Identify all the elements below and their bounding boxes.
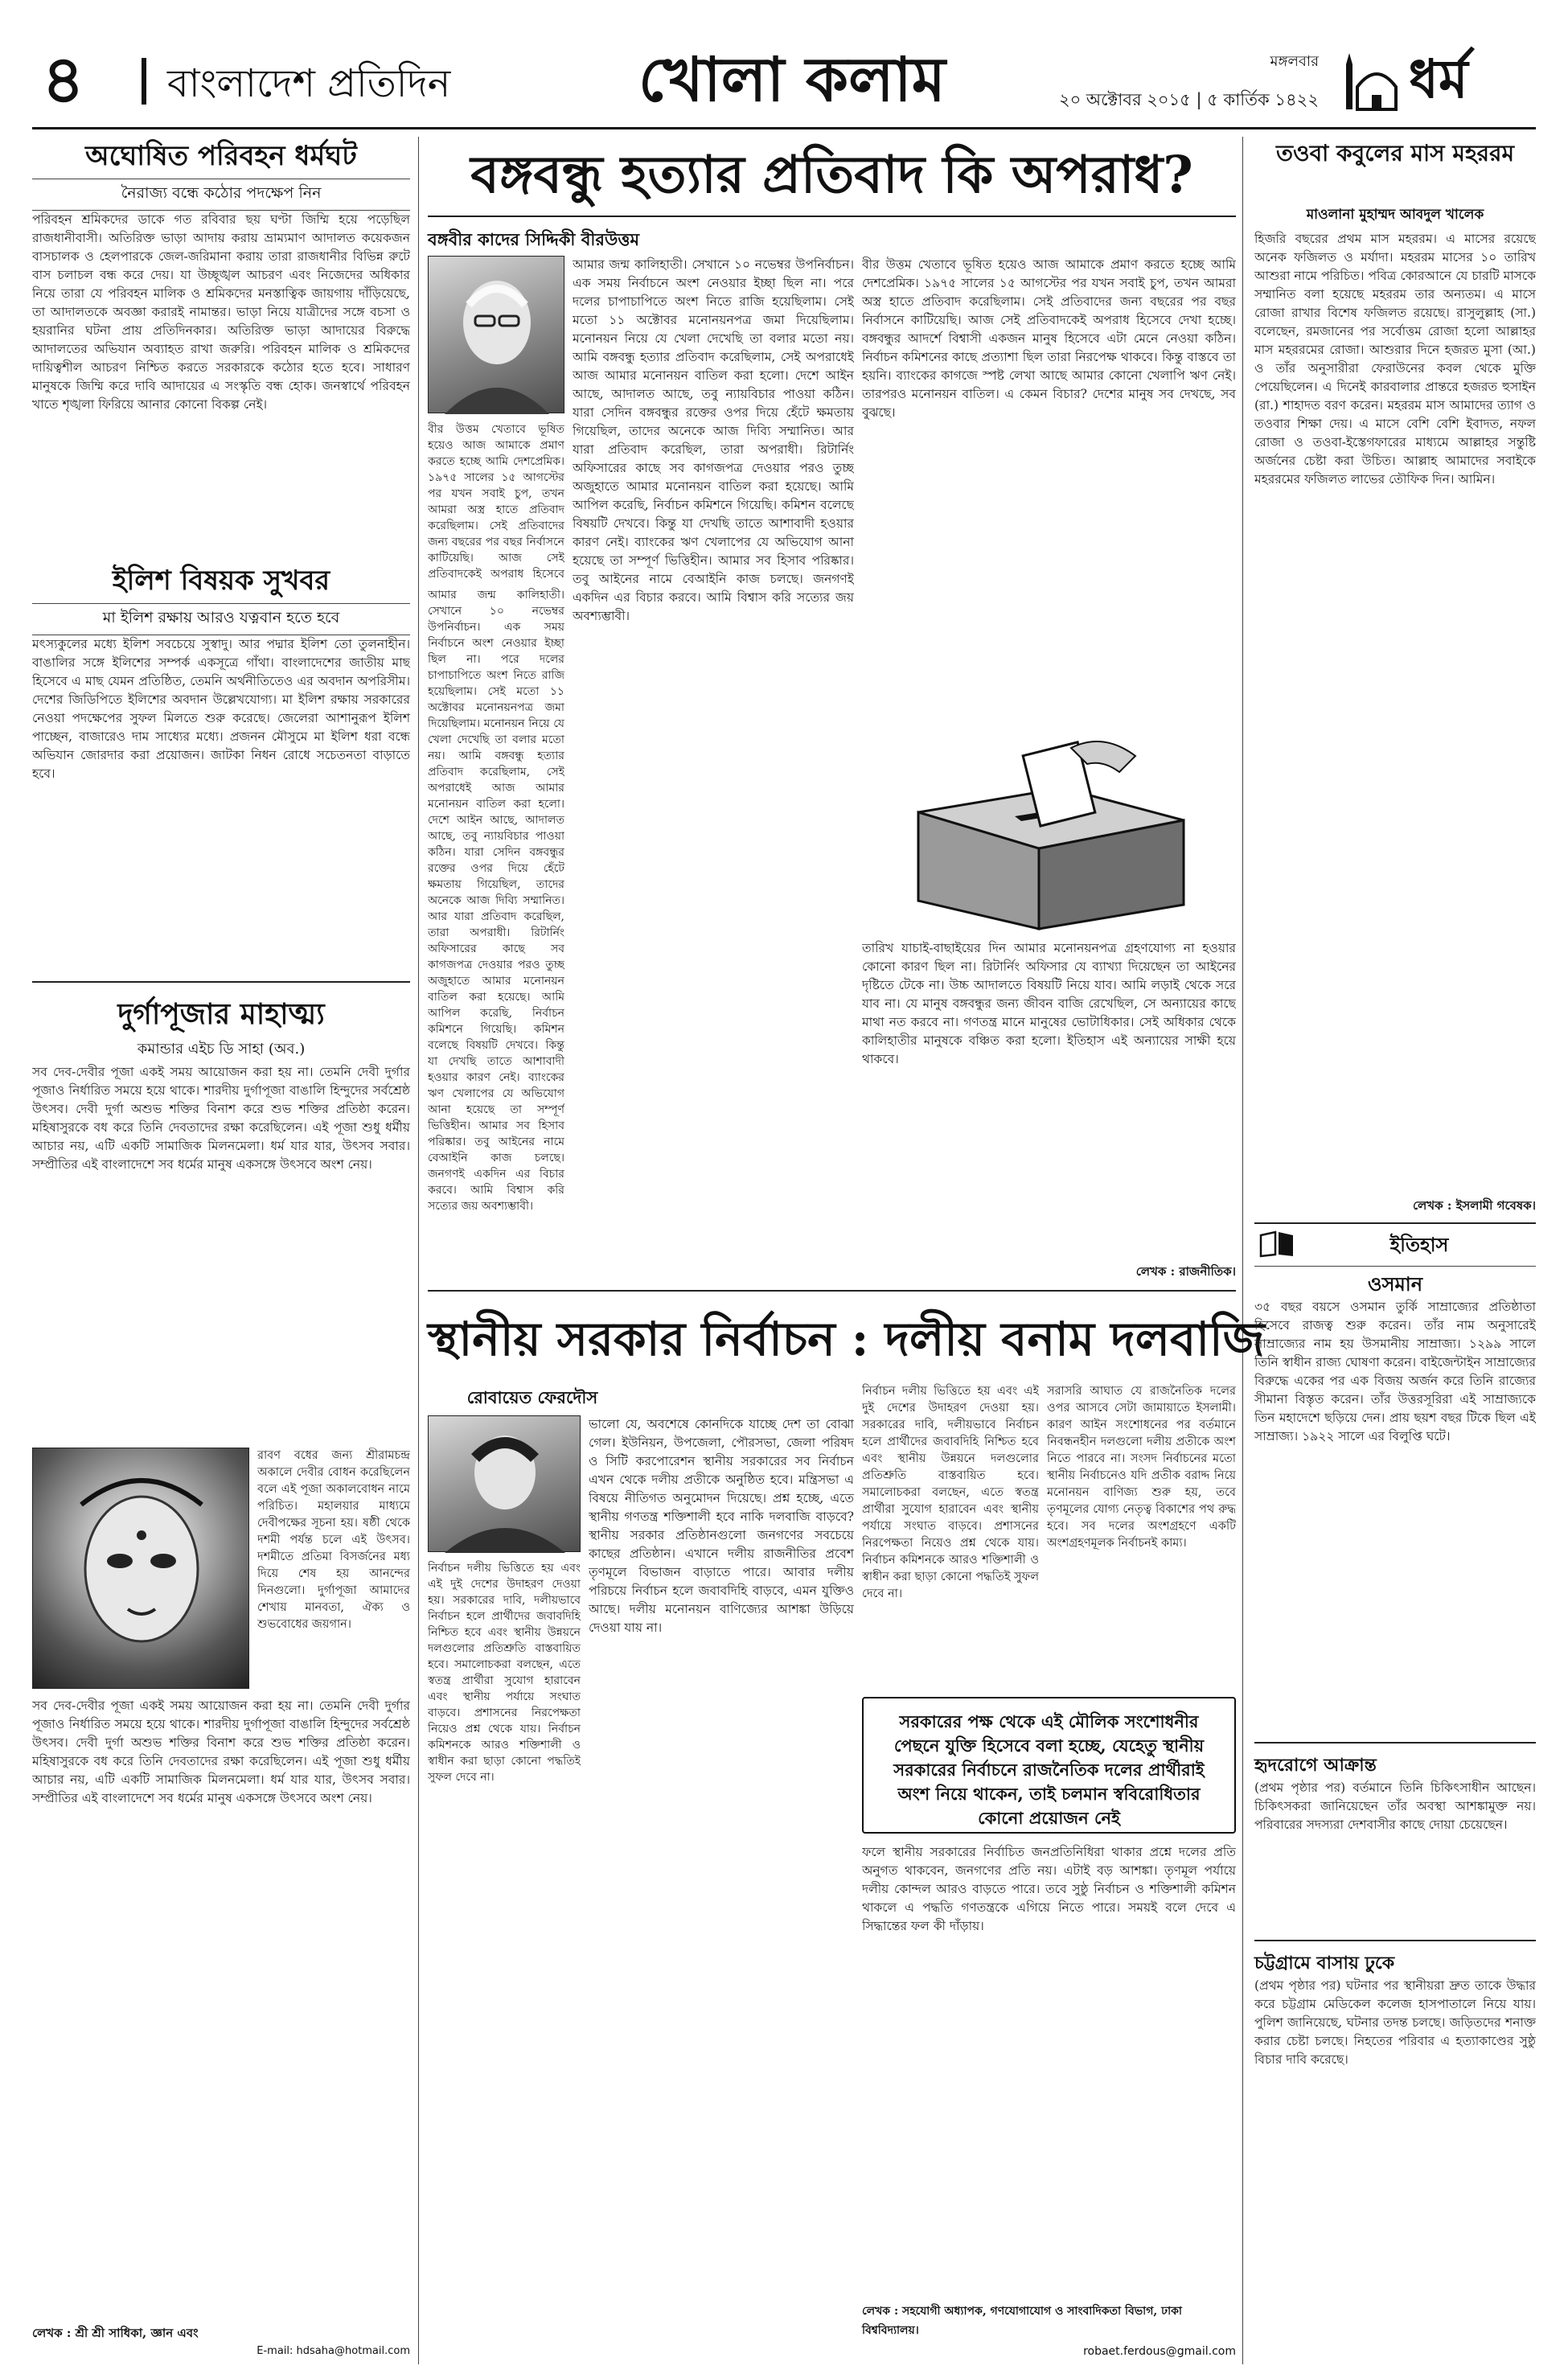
a5-title: স্থানীয় সরকার নির্বাচন : দলীয় বনাম দলবাজি (428, 1312, 1265, 1366)
section-title: খোলা কলাম (638, 43, 946, 115)
a2-subtitle: মা ইলিশ রক্ষায় আরও যত্নবান হতে হবে (32, 603, 410, 635)
a8-body: (প্রথম পৃষ্ঠার পর) বর্তমানে তিনি চিকিৎসাধীন আছেন। চিকিৎসকরা জানিয়েছেন তাঁর অবস্থা আশঙ্কামুক্ত নয়। পরিবারের সদস্যরা দেশবাসীর কাছে দোয়া চেয়েছেন। (1254, 1780, 1536, 1832)
right-section-rule-2 (1254, 1742, 1536, 1744)
a7-title: ওসমান (1254, 1266, 1536, 1302)
a5-body-col4: ফলে স্থানীয় সরকারের নির্বাচিত জনপ্রতিনিধিরা থাকার প্রশ্নে দলের প্রতি অনুগত থাকবেন, জনগণের প্রতি নয়। এটাই বড় আশঙ্কা। তৃণমূল পর্যায়ে দলীয় কোন্দল আরও বাড়তে পারে। তবে সুষ্ঠু নির্বাচন ও শক্তিশালী কমিশন থাকলে এ পদ্ধতি গণতন্ত্রকে এগিয়ে নিতে পারে। সময়ই বলে দেবে এ সিদ্ধান্তের ফল কী দাঁড়ায়। (862, 1845, 1236, 1933)
a3-body: সব দেব-দেবীর পূজা একই সময় আয়োজন করা হয় না। তেমনি দেবী দুর্গার পূজাও নির্ধারিত সময়ে হয়ে থাকে। শারদীয় দুর্গাপূজা বাঙালি হিন্দুদের সর্বশ্রেষ্ঠ উৎসব। দেবী দুর্গা অশুভ শক্তির বিনাশ করে শুভ শক্তির প্রতিষ্ঠা করেন। মহিষাসুরকে বধ করে তিনি দেবতাদের রক্ষা করেছিলেন। এই পূজা শুধু ধর্মীয় আচার নয়, এটি একটি সামাজিক মিলনমেলা। ধর্ম যার যার, উৎসব সবার। সম্প্রীতির এই বাংলাদেশে সব ধর্মের মানুষ একসঙ্গে উৎসবে অংশ নেয়। (32, 1065, 410, 1172)
a4-body-col3: তারিখ যাচাই-বাছাইয়ের দিন আমার মনোনয়নপত্র গ্রহণযোগ্য না হওয়ার কোনো কারণ ছিল না। রিটার্নিং অফিসার যে ব্যাখ্যা দিয়েছেন তা আইনের দৃষ্টিতে টেকে না। উচ্চ আদালতে বিষয়টি নিয়ে যাব। আমি লড়াই থেকে সরে যাব না। যে মানুষ বঙ্গবন্ধুর জন্য জীবন বাজি রেখেছিল, সে অন্যায়ের কাছে মাথা নত করবে না। গণতন্ত্র মানে মানুষের ভোটাধিকার। সেই অধিকার থেকে কালিহাতীর মানুষকে বঞ্চিত করা হলো। ইতিহাস এই অন্যায়ের সাক্ষী হয়ে থাকবে। (862, 941, 1236, 1066)
a4-body-col1: আমার জন্ম কালিহাতী। সেখানে ১০ নভেম্বর উপনির্বাচন। এক সময় নির্বাচনে অংশ নেওয়ার ইচ্ছা ছিল না। পরে দলের চাপাচাপিতে অংশ নিতে রাজি হয়েছিলাম। সেই মতো ১১ অক্টোবর মনোনয়নপত্র জমা দিয়েছিলাম। মনোনয়ন নিয়ে যে খেলা দেখেছি তা বলার মতো নয়। আমি বঙ্গবন্ধু হত্যার প্রতিবাদ করেছিলাম, সেই অপরাধেই আজ আমার মনোনয়ন বাতিল করা হলো। দেশে আইন আছে, আদালত আছে, তবু ন্যায়বিচার পাওয়া কঠিন। যারা সেদিন বঙ্গবন্ধুর রক্তের ওপর দিয়ে হেঁটে ক্ষমতায় গিয়েছিল, তাদের অনেকে আজ দিব্যি সম্মানিত। আর যারা প্রতিবাদ করেছিল, তারা অপরাধী। রিটার্নিং অফিসারের কাছে সব কাগজপত্র দেওয়ার পরও তুচ্ছ অজুহাতে আমার মনোনয়ন বাতিল করা হয়েছে। আমি আপিল করেছি, নির্বাচন কমিশনে গিয়েছি। কমিশন বলেছে বিষয়টি দেখবে। কিন্তু যা দেখছি তাতে আশাবাদী হওয়ার কারণ নেই। ব্যাংকের ঋণ খেলাপের যে অভিযোগ আনা হয়েছে তা সম্পূর্ণ ভিত্তিহীন। আমার সব হিসাব পরিষ্কার। তবু আইনের নামে বেআইনি কাজ চলছে। জনগণই একদিন এর বিচার করবে। আমি বিশ্বাস করি সত্যের জয় অবশ্যম্ভাবী। (573, 257, 854, 623)
issue-date: ২০ অক্টোবর ২০১৫ | ৫ কার্তিক ১৪২২ (1058, 90, 1319, 109)
a4-body-col1-lower: বীর উত্তম খেতাবে ভূষিত হয়েও আজ আমাকে প্রমাণ করতে হচ্ছে আমি দেশপ্রেমিক। ১৯৭৫ সালের ১৫ আগস্টের পর যখন সবাই চুপ, তখন আমরা অস্ত্র হাতে প্রতিবাদ করেছিলাম। সেই প্রতিবাদের জন্য বছরের পর বছর নির্বাসনে কাটিয়েছি। আজ সেই প্রতিবাদকেই অপরাধ হিসেবে (428, 423, 564, 581)
a5-body-col2: নির্বাচন দলীয় ভিত্তিতে হয় এবং এই দুই দেশের উদাহরণ দেওয়া হয়। সরকারের দাবি, দলীয়ভাবে নির্বাচন হলে প্রার্থীদের জবাবদিহি নিশ্চিত হবে এবং স্থানীয় উন্নয়নে দলগুলোর প্রতিশ্রুতি বাস্তবায়িত হবে। সমালোচকরা বলছেন, এতে স্বতন্ত্র প্রার্থীরা সুযোগ হারাবেন এবং স্থানীয় পর্যায়ে সংঘাত বাড়বে। প্রশাসনের নিরপেক্ষতা নিয়েও প্রশ্ন থেকে যায়। নির্বাচন কমিশনকে আরও শক্তিশালী ও স্বাধীন করা ছাড়া কোনো পদ্ধতিই সুফল দেবে না। (862, 1385, 1039, 1600)
a1-title: অঘোষিত পরিবহন ধর্মঘট (85, 140, 357, 172)
a8-title: হৃদরোগে আক্রান্ত (1254, 1755, 1377, 1776)
a3-body-continued: সব দেব-দেবীর পূজা একই সময় আয়োজন করা হয় না। তেমনি দেবী দুর্গার পূজাও নির্ধারিত সময়ে হয়ে থাকে। শারদীয় দুর্গাপূজা বাঙালি হিন্দুদের সর্বশ্রেষ্ঠ উৎসব। দেবী দুর্গা অশুভ শক্তির বিনাশ করে শুভ শক্তির প্রতিষ্ঠা করেন। মহিষাসুরকে বধ করে তিনি দেবতাদের রক্ষা করেছিলেন। এই পূজা শুধু ধর্মীয় আচার নয়, এটি একটি সামাজিক মিলনমেলা। ধর্ম যার যার, উৎসব সবার। সম্প্রীতির এই বাংলাদেশে সব ধর্মের মানুষ একসঙ্গে উৎসবে অংশ নেয়। (32, 1698, 410, 1805)
masthead-divider (142, 58, 146, 105)
a9-title: চট্টগ্রামে বাসায় ঢুকে (1254, 1953, 1395, 1974)
a1-subtitle: নৈরাজ্য বন্ধে কঠোর পদক্ষেপ নিন (32, 179, 410, 211)
religion-section-label: ধর্ম (1409, 47, 1468, 110)
author-photo-robaet-ferdous (428, 1415, 581, 1552)
a5-body-col3: সরাসরি আঘাত যে রাজনৈতিক দলের ওপর আসবে সেটা জামায়াতে ইসলামী। কারণ আইন সংশোধনের পর বর্তমানে নিবন্ধনহীন দলগুলো দলীয় প্রতীকে অংশ নিতে পারবে না। সংসদ নির্বাচনের মতো স্থানীয় নির্বাচনেও যদি প্রতীক বরাদ্দ নিয়ে মনোনয়ন বাণিজ্য শুরু হয়, তবে তৃণমূলের যোগ্য নেতৃত্ব বিকাশের পথ রুদ্ধ হবে। সব দলের অংশগ্রহণে একটি অংশগ্রহণমূলক নির্বাচনই কাম্য। (1047, 1385, 1236, 1550)
page-number: ৪ (42, 41, 85, 118)
author-photo-kader-siddiqui (428, 256, 564, 413)
history-section-label: ইতিহাস (1389, 1233, 1449, 1256)
durga-image (32, 1448, 249, 1689)
a4-footer: লেখক : রাজনীতিক। (1135, 1264, 1236, 1279)
ballot-box-illustration (862, 716, 1236, 933)
a5-body-col1-lower: নির্বাচন দলীয় ভিত্তিতে হয় এবং এই দুই দেশের উদাহরণ দেওয়া হয়। সরকারের দাবি, দলীয়ভাবে নির্বাচন হলে প্রার্থীদের জবাবদিহি নিশ্চিত হবে এবং স্থানীয় উন্নয়নে দলগুলোর প্রতিশ্রুতি বাস্তবায়িত হবে। সমালোচকরা বলছেন, এতে স্বতন্ত্র প্রার্থীরা সুযোগ হারাবেন এবং স্থানীয় পর্যায়ে সংঘাত বাড়বে। প্রশাসনের নিরপেক্ষতা নিয়েও প্রশ্ন থেকে যায়। নির্বাচন কমিশনকে আরও শক্তিশালী ও স্বাধীন করা ছাড়া কোনো পদ্ধতিই সুফল দেবে না। (428, 1562, 581, 1784)
a3-byline: কমান্ডার এইচ ডি সাহা (অব.) (137, 1041, 306, 1058)
a4-byline: বঙ্গবীর কাদের সিদ্দিকী বীরউত্তম (428, 229, 640, 249)
paper-name: বাংলাদেশ প্রতিদিন (167, 61, 451, 106)
masthead (0, 0, 1568, 121)
divider-right (1242, 137, 1243, 2364)
a5-body-col1: ভালো যে, অবশেষে কোনদিকে যাচ্ছে দেশ তা বোঝা গেল। ইউনিয়ন, উপজেলা, পৌরসভা, জেলা পরিষদ ও সিটি করপোরেশন স্থানীয় সরকারের সব নির্বাচন এখন থেকে দলীয় প্রতীকে অনুষ্ঠিত হবে। মন্ত্রিসভা এ বিষয়ে নীতিগত অনুমোদন দিয়েছে। প্রশ্ন হচ্ছে, এতে স্থানীয় গণতন্ত্র শক্তিশালী হবে নাকি দলবাজি বাড়বে? স্থানীয় সরকার প্রতিষ্ঠানগুলো জনগণের সবচেয়ে কাছের প্রতিষ্ঠান। এখানে দলীয় রাজনীতির প্রবেশ তৃণমূলে বিভাজন বাড়াতে পারে। আবার দলীয় পরিচয়ে নির্বাচন হলে জবাবদিহি বাড়বে, এমন যুক্তিও আছে। দলীয় মনোনয়ন বাণিজ্যের আশঙ্কা উড়িয়ে দেওয়া যায় না। (589, 1417, 854, 1635)
mosque-icon (1341, 50, 1404, 111)
a3-email[interactable]: E-mail: hdsaha@hotmail.com (257, 2345, 410, 2357)
a6-byline: মাওলানা মুহাম্মদ আবদুল খালেক (1306, 207, 1484, 223)
divider-left (418, 137, 419, 2364)
a6-body: হিজরি বছরের প্রথম মাস মহররম। এ মাসের রয়েছে অনেক ফজিলত ও মর্যাদা। মহররম মাসের ১০ তারিখ আশুরা নামে পরিচিত। পবিত্র কোরআনে যে চারটি মাসকে সম্মানিত বলা হয়েছে মহররম তার অন্যতম। এ মাসে রোজা রাখার বিশেষ ফজিলত রয়েছে। রাসুলুল্লাহ (সা.) বলেছেন, রমজানের পর সর্বোত্তম রোজা হলো আল্লাহর মাস মহররমের রোজা। আশুরার দিনে হজরত মুসা (আ.) ও তাঁর অনুসারীরা ফেরাউনের কবল থেকে মুক্তি পেয়েছিলেন। এ দিনেই কারবালার প্রান্তরে হজরত হুসাইন (রা.) শাহাদত বরণ করেন। মহররম মাস আমাদের ত্যাগ ও তওবার শিক্ষা দেয়। এ মাসে বেশি বেশি ইবাদত, নফল রোজা ও তওবা-ইস্তেগফারের মাধ্যমে আল্লাহর সন্তুষ্টি অর্জনের চেষ্টা করা উচিত। আল্লাহ আমাদের সবাইকে মহররমের ফজিলত লাভের তৌফিক দিন। আমিন। (1254, 232, 1536, 487)
a7-body: ৩৫ বছর বয়সে ওসমান তুর্কি সাম্রাজ্যের প্রতিষ্ঠাতা হিসেবে রাজত্ব শুরু করেন। তাঁর নাম অনুসারেই সাম্রাজ্যের নাম হয় উসমানীয় সাম্রাজ্য। ১২৯৯ সালে তিনি স্বাধীন রাজ্য ঘোষণা করেন। বাইজেন্টাইন সাম্রাজ্যের বিরুদ্ধে একের পর এক বিজয় অর্জন করে তিনি রাজ্যের সীমানা বিস্তৃত করেন। তাঁর উত্তরসূরিরা এই সাম্রাজ্যকে তিন মহাদেশে ছড়িয়ে দেন। প্রায় ছয়শ বছর টিকে ছিল এই সাম্রাজ্য। ১৯২২ সালে এর বিলুপ্তি ঘটে। (1254, 1300, 1536, 1444)
masthead-rule (32, 127, 1536, 129)
main-section-rule (428, 1290, 1236, 1292)
a3-title: দুর্গাপূজার মাহাত্ম্য (117, 997, 325, 1031)
a9-body: (প্রথম পৃষ্ঠার পর) ঘটনার পর স্থানীয়রা দ্রুত তাকে উদ্ধার করে চট্টগ্রাম মেডিকেল কলেজ হাসপাতালে নিয়ে যায়। পুলিশ জানিয়েছে, ঘটনার তদন্ত চলছে। জড়িতদের শনাক্ত করার চেষ্টা চলছে। নিহতের পরিবার এ হত্যাকাণ্ডের সুষ্ঠু বিচার দাবি করেছে। (1254, 1978, 1536, 2067)
a3-footer: লেখক : শ্রী শ্রী সাধিকা, জ্ঞান এবং (32, 2326, 199, 2340)
a5-pullquote: সরকারের পক্ষ থেকে এই মৌলিক সংশোধনীর পেছনে যুক্তি হিসেবে বলা হচ্ছে, যেহেতু স্থানীয় সরকারের নির্বাচনে রাজনৈতিক দলের প্রার্থীরাই অংশ নিয়ে থাকেন, তাই চলমান স্ববিরোধিতার কোনো প্রয়োজন নেই (893, 1711, 1205, 1828)
a4-body-col2: বীর উত্তম খেতাবে ভূষিত হয়েও আজ আমাকে প্রমাণ করতে হচ্ছে আমি দেশপ্রেমিক। ১৯৭৫ সালের ১৫ আগস্টের পর যখন সবাই চুপ, তখন আমরা অস্ত্র হাতে প্রতিবাদ করেছিলাম। সেই প্রতিবাদের জন্য বছরের পর বছর নির্বাসনে কাটিয়েছি। আজ সেই প্রতিবাদকেই অপরাধ হিসেবে দেখা হচ্ছে। বঙ্গবন্ধুর আদর্শে বিশ্বাসী একজন মানুষ হিসেবে এটা মেনে নেওয়া কঠিন। নির্বাচন কমিশনের কাছে প্রত্যাশা ছিল তারা নিরপেক্ষ থাকবে। কিন্তু বাস্তবে তা হয়নি। ব্যাংকের কাগজে স্পষ্ট লেখা আছে আমার কোনো খেলাপি ঋণ নেই। তারপরও মনোনয়ন বাতিল। এ কেমন বিচার? দেশের মানুষ সব দেখছে, সব বুঝছে। (862, 257, 1236, 420)
a6-footer: লেখক : ইসলামী গবেষক। (1412, 1198, 1536, 1213)
issue-day: মঙ্গলবার (1270, 53, 1319, 70)
a2-body: মৎস্যকুলের মধ্যে ইলিশ সবচেয়ে সুস্বাদু। আর পদ্মার ইলিশ তো তুলনাহীন। বাঙালির সঙ্গে ইলিশের সম্পর্ক একসূত্রে গাঁথা। বাংলাদেশের জাতীয় মাছ হিসেবে এ মাছ যেমন প্রতিষ্ঠিত, তেমনি অর্থনীতিতেও এর অবদান অপরিসীম। দেশের জিডিপিতে ইলিশের অবদান উল্লেখযোগ্য। মা ইলিশ রক্ষায় সরকারের নেওয়া পদক্ষেপের সুফল মিলতে শুরু করেছে। জেলেরা আশানুরূপ ইলিশ পাচ্ছেন, বাজারেও দাম সাধ্যের মধ্যে। প্রজনন মৌসুমে মা ইলিশ ধরা বন্ধে অভিযান জোরদার করা প্রয়োজন। জাটকা নিধন রোধে সচেতনতা বাড়াতে হবে। (32, 637, 410, 781)
a5-footer: লেখক : সহযোগী অধ্যাপক, গণযোগাযোগ ও সাংবাদিকতা বিভাগ, ঢাকা বিশ্ববিদ্যালয়। (862, 2305, 1182, 2337)
a1-body: পরিবহন শ্রমিকদের ডাকে গত রবিবার ছয় ঘণ্টা জিম্মি হয়ে পড়েছিল রাজধানীবাসী। অতিরিক্ত ভাড়া আদায় করায় ভ্রাম্যমাণ আদালত কয়েকজন বাসচালক ও হেলপারকে জেল-জরিমানা করায় তারা রাজধানীর বিভিন্ন রুটে বাস চলাচল বন্ধ করে দেয়। যা উচ্ছৃঙ্খল আচরণ এবং নিজেদের অধিকার নিয়ে তারা যে পরিবহন মালিক ও শ্রমিকদের মনস্তাত্বিক জায়গায় দাঁড়িয়েছে, তা আদালতকে অবজ্ঞা করারই নামান্তর। ভাড়া নিয়ে যাত্রীদের সঙ্গে বচসা ও হয়রানির ঘটনা প্রায় প্রতিদিনকার। অতিরিক্ত ভাড়া আদায়ের বিরুদ্ধে আদালতের অভিযান অব্যাহত রাখা জরুরি। পরিবহন মালিক ও শ্রমিকদের দায়িত্বশীল আচরণ নিশ্চিত করতে সরকারকে কঠোর হতে হবে। সাধারণ মানুষকে জিম্মি করে দাবি আদায়ের এ সংস্কৃতি বন্ধ হোক। জনস্বার্থে পরিবহন খাতে শৃঙ্খলা ফিরিয়ে আনার কোনো বিকল্প নেই। (32, 212, 410, 412)
left-section-rule (32, 981, 410, 983)
right-section-rule-3 (1254, 1940, 1536, 1941)
a5-byline: রোবায়েত ফেরদৌস (466, 1387, 598, 1407)
a6-title: তওবা কবুলের মাস মহররম (1275, 140, 1515, 166)
history-book-icon (1259, 1230, 1295, 1258)
a2-title: ইলিশ বিষয়ক সুখবর (112, 565, 330, 597)
right-section-rule-1 (1254, 1222, 1536, 1224)
a4-title: বঙ্গবন্ধু হত্যার প্রতিবাদ কি অপরাধ? (428, 135, 1236, 217)
a5-email[interactable]: robaet.ferdous@gmail.com (1083, 2345, 1236, 2358)
a3-body-side: রাবণ বধের জন্য শ্রীরামচন্দ্র অকালে দেবীর বোধন করেছিলেন বলে এই পূজা অকালবোধন নামে পরিচিত। মহালয়ার মাধ্যমে দেবীপক্ষের সূচনা হয়। ষষ্ঠী থেকে দশমী পর্যন্ত চলে এই উৎসব। দশমীতে প্রতিমা বিসর্জনের মধ্য দিয়ে শেষ হয় আনন্দের দিনগুলো। দুর্গাপূজা আমাদের শেখায় মানবতা, ঐক্য ও শুভবোধের জয়গান। (257, 1449, 410, 1631)
a5-pullquote-box (862, 1697, 1236, 1834)
a4-body-bottom: আমার জন্ম কালিহাতী। সেখানে ১০ নভেম্বর উপনির্বাচন। এক সময় নির্বাচনে অংশ নেওয়ার ইচ্ছা ছিল না। পরে দলের চাপাচাপিতে অংশ নিতে রাজি হয়েছিলাম। সেই মতো ১১ অক্টোবর মনোনয়নপত্র জমা দিয়েছিলাম। মনোনয়ন নিয়ে যে খেলা দেখেছি তা বলার মতো নয়। আমি বঙ্গবন্ধু হত্যার প্রতিবাদ করেছিলাম, সেই অপরাধেই আজ আমার মনোনয়ন বাতিল করা হলো। দেশে আইন আছে, আদালত আছে, তবু ন্যায়বিচার পাওয়া কঠিন। যারা সেদিন বঙ্গবন্ধুর রক্তের ওপর দিয়ে হেঁটে ক্ষমতায় গিয়েছিল, তাদের অনেকে আজ দিব্যি সম্মানিত। আর যারা প্রতিবাদ করেছিল, তারা অপরাধী। রিটার্নিং অফিসারের কাছে সব কাগজপত্র দেওয়ার পরও তুচ্ছ অজুহাতে আমার মনোনয়ন বাতিল করা হয়েছে। আমি আপিল করেছি, নির্বাচন কমিশনে গিয়েছি। কমিশন বলেছে বিষয়টি দেখবে। কিন্তু যা দেখছি তাতে আশাবাদী হওয়ার কারণ নেই। ব্যাংকের ঋণ খেলাপের যে অভিযোগ আনা হয়েছে তা সম্পূর্ণ ভিত্তিহীন। আমার সব হিসাব পরিষ্কার। তবু আইনের নামে বেআইনি কাজ চলছে। জনগণই একদিন এর বিচার করবে। আমি বিশ্বাস করি সত্যের জয় অবশ্যম্ভাবী। (428, 589, 564, 1213)
